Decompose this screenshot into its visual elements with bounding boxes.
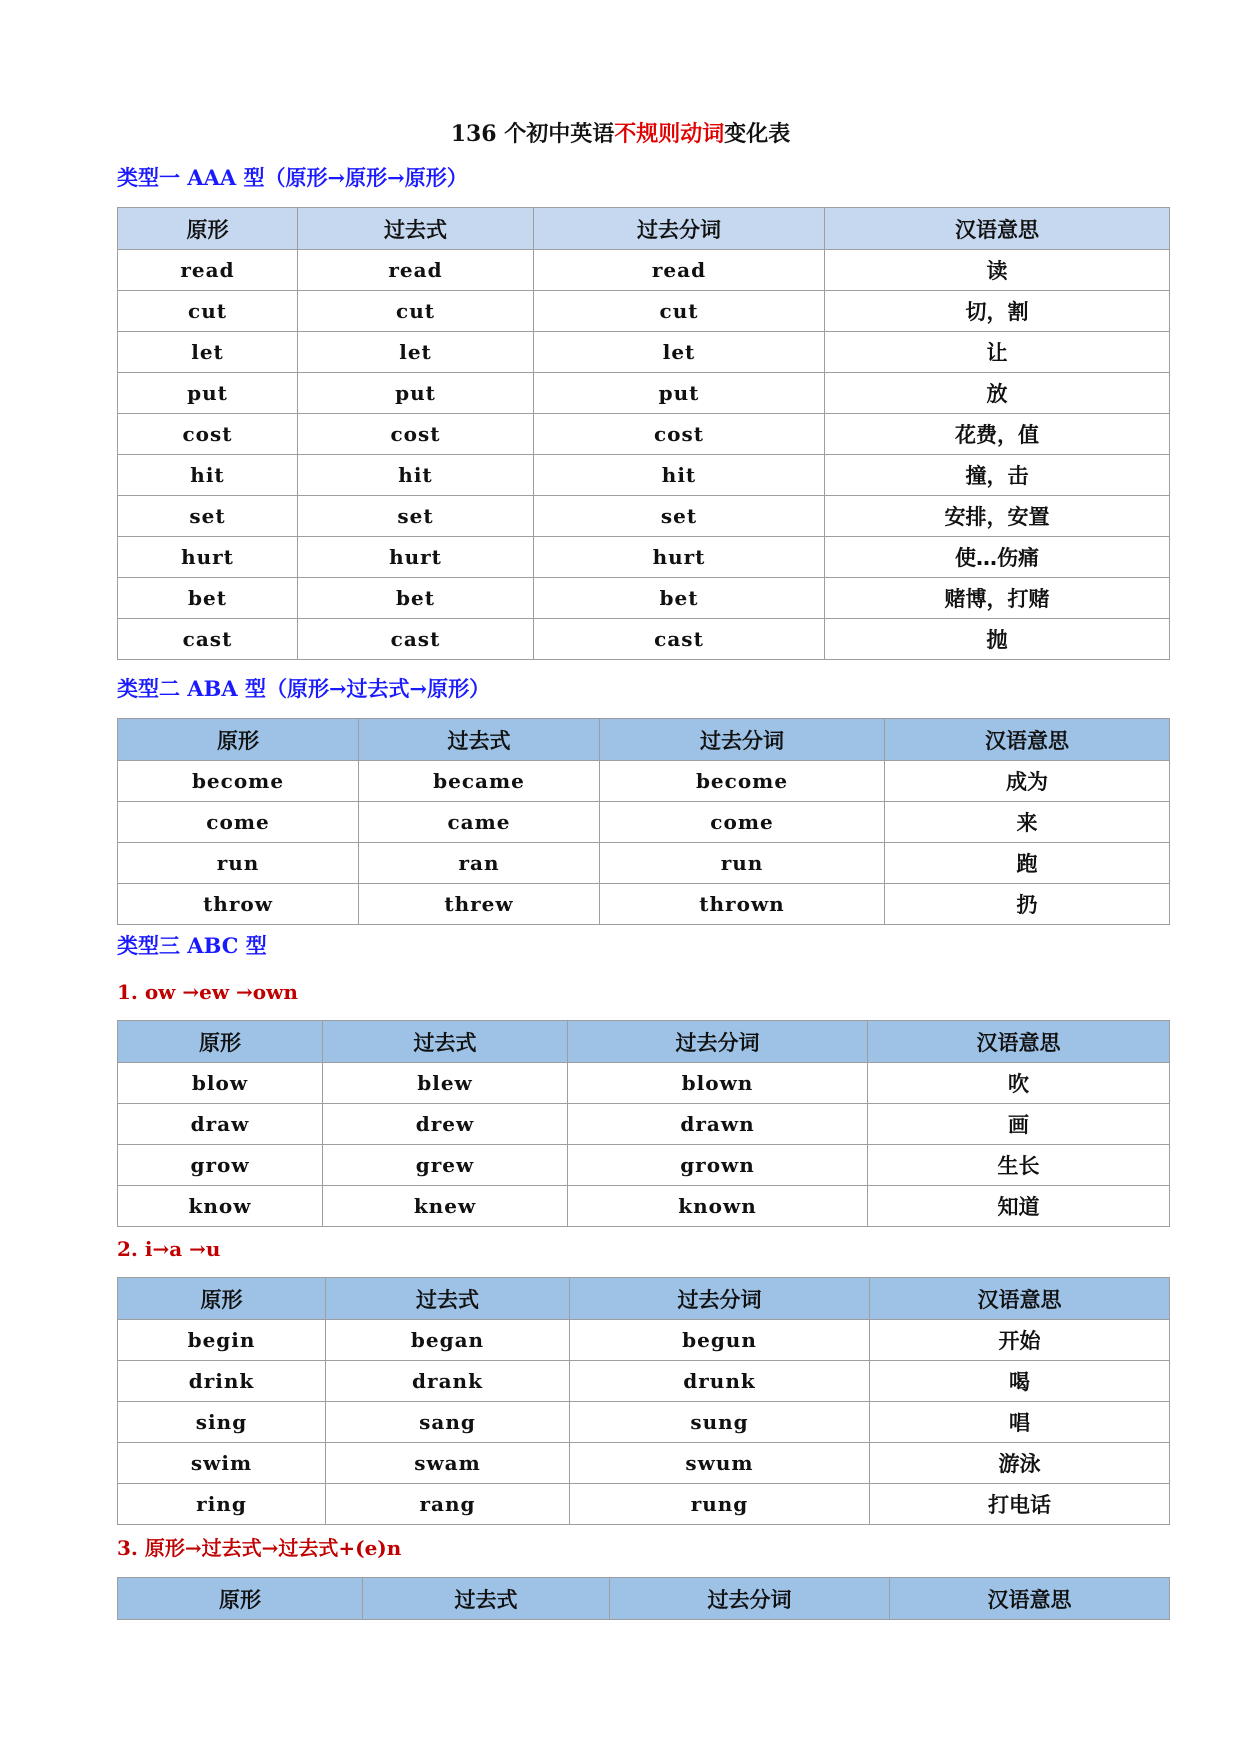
table-row xyxy=(118,1320,1170,1361)
table-row xyxy=(118,1186,1170,1227)
cell-past-tense: came xyxy=(359,802,600,843)
cell-meaning: 切，割 xyxy=(825,291,1170,332)
cell-base-form: come xyxy=(118,802,359,843)
table-aaa xyxy=(117,207,1170,660)
cell-base-form: hurt xyxy=(118,537,298,578)
header-base-form: 原形 xyxy=(118,1021,323,1063)
cell-past-participle: cost xyxy=(534,414,825,455)
cell-past-participle: read xyxy=(534,250,825,291)
table-header-row xyxy=(118,1278,1170,1320)
cell-past-tense: bet xyxy=(298,578,534,619)
cell-meaning: 安排，安置 xyxy=(825,496,1170,537)
cell-past-tense: began xyxy=(326,1320,570,1361)
cell-base-form: put xyxy=(118,373,298,414)
cell-base-form: cut xyxy=(118,291,298,332)
table-past-en xyxy=(117,1577,1170,1620)
table-header-row xyxy=(118,208,1170,250)
cell-past-participle: cast xyxy=(534,619,825,660)
cell-meaning: 开始 xyxy=(870,1320,1170,1361)
cell-meaning: 吹 xyxy=(868,1063,1170,1104)
table-row xyxy=(118,496,1170,537)
cell-meaning: 喝 xyxy=(870,1361,1170,1402)
header-past-participle: 过去分词 xyxy=(610,1578,890,1620)
cell-base-form: read xyxy=(118,250,298,291)
header-past-participle: 过去分词 xyxy=(534,208,825,250)
header-base-form: 原形 xyxy=(118,719,359,761)
cell-past-tense: cost xyxy=(298,414,534,455)
table-row xyxy=(118,1443,1170,1484)
header-past-tense: 过去式 xyxy=(298,208,534,250)
table-i-a-u xyxy=(117,1277,1170,1525)
cell-past-participle: rung xyxy=(570,1484,870,1525)
cell-past-tense: rang xyxy=(326,1484,570,1525)
cell-meaning: 跑 xyxy=(885,843,1170,884)
title-highlight: 不规则动词 xyxy=(614,121,725,147)
cell-past-participle: bet xyxy=(534,578,825,619)
cell-past-participle: drawn xyxy=(568,1104,868,1145)
cell-meaning: 扔 xyxy=(885,884,1170,925)
header-base-form: 原形 xyxy=(118,1278,326,1320)
cell-meaning: 使…伤痛 xyxy=(825,537,1170,578)
table-row xyxy=(118,1145,1170,1186)
cell-past-participle: hit xyxy=(534,455,825,496)
cell-base-form: cost xyxy=(118,414,298,455)
table-row xyxy=(118,843,1170,884)
table-row xyxy=(118,802,1170,843)
cell-past-participle: cut xyxy=(534,291,825,332)
header-base-form: 原形 xyxy=(118,1578,363,1620)
cell-meaning: 游泳 xyxy=(870,1443,1170,1484)
header-past-tense: 过去式 xyxy=(323,1021,568,1063)
cell-meaning: 成为 xyxy=(885,761,1170,802)
cell-past-tense: ran xyxy=(359,843,600,884)
cell-base-form: draw xyxy=(118,1104,323,1145)
table-row xyxy=(118,761,1170,802)
cell-past-tense: drew xyxy=(323,1104,568,1145)
cell-past-tense: grew xyxy=(323,1145,568,1186)
section-heading-abc: 类型三 ABC 型 xyxy=(117,933,267,958)
cell-past-tense: let xyxy=(298,332,534,373)
cell-meaning: 打电话 xyxy=(870,1484,1170,1525)
table-header-row xyxy=(118,719,1170,761)
title-suffix: 变化表 xyxy=(724,121,791,147)
cell-base-form: begin xyxy=(118,1320,326,1361)
header-meaning: 汉语意思 xyxy=(825,208,1170,250)
header-meaning: 汉语意思 xyxy=(885,719,1170,761)
cell-meaning: 读 xyxy=(825,250,1170,291)
cell-base-form: set xyxy=(118,496,298,537)
cell-past-tense: sang xyxy=(326,1402,570,1443)
cell-past-tense: read xyxy=(298,250,534,291)
subsection-heading-ow: 1. ow →ew →own xyxy=(117,980,298,1004)
cell-meaning: 画 xyxy=(868,1104,1170,1145)
table-row xyxy=(118,455,1170,496)
cell-past-participle: come xyxy=(600,802,885,843)
cell-past-participle: blown xyxy=(568,1063,868,1104)
cell-meaning: 放 xyxy=(825,373,1170,414)
cell-past-tense: blew xyxy=(323,1063,568,1104)
page-title xyxy=(0,118,1241,150)
table-aba xyxy=(117,718,1170,925)
cell-meaning: 赌博，打赌 xyxy=(825,578,1170,619)
cell-base-form: swim xyxy=(118,1443,326,1484)
cell-base-form: know xyxy=(118,1186,323,1227)
cell-past-tense: hurt xyxy=(298,537,534,578)
table-body xyxy=(118,1063,1170,1227)
table-body xyxy=(118,1320,1170,1525)
header-past-participle: 过去分词 xyxy=(570,1278,870,1320)
cell-past-participle: grown xyxy=(568,1145,868,1186)
cell-past-participle: known xyxy=(568,1186,868,1227)
header-meaning: 汉语意思 xyxy=(870,1278,1170,1320)
table-ow-ew-own xyxy=(117,1020,1170,1227)
header-past-participle: 过去分词 xyxy=(568,1021,868,1063)
table-row xyxy=(118,332,1170,373)
header-past-tense: 过去式 xyxy=(363,1578,610,1620)
cell-past-tense: put xyxy=(298,373,534,414)
cell-past-participle: thrown xyxy=(600,884,885,925)
cell-base-form: hit xyxy=(118,455,298,496)
table-row xyxy=(118,884,1170,925)
table-row xyxy=(118,537,1170,578)
cell-past-tense: cut xyxy=(298,291,534,332)
cell-meaning: 让 xyxy=(825,332,1170,373)
subsection-heading-i-a-u: 2. i→a →u xyxy=(117,1237,221,1261)
cell-meaning: 花费，值 xyxy=(825,414,1170,455)
cell-past-participle: hurt xyxy=(534,537,825,578)
cell-base-form: grow xyxy=(118,1145,323,1186)
table-header-row xyxy=(118,1578,1170,1620)
cell-past-tense: threw xyxy=(359,884,600,925)
cell-past-participle: set xyxy=(534,496,825,537)
table-row xyxy=(118,1484,1170,1525)
section-heading-aaa: 类型一 AAA 型（原形→原形→原形） xyxy=(117,165,468,190)
cell-past-participle: let xyxy=(534,332,825,373)
cell-meaning: 知道 xyxy=(868,1186,1170,1227)
table-row xyxy=(118,619,1170,660)
cell-past-tense: became xyxy=(359,761,600,802)
table-row xyxy=(118,291,1170,332)
cell-past-participle: put xyxy=(534,373,825,414)
cell-meaning: 抛 xyxy=(825,619,1170,660)
table-body xyxy=(118,250,1170,660)
cell-base-form: bet xyxy=(118,578,298,619)
subsection-heading-past-en: 3. 原形→过去式→过去式+(e)n xyxy=(117,1536,402,1560)
cell-past-tense: swam xyxy=(326,1443,570,1484)
cell-past-participle: begun xyxy=(570,1320,870,1361)
cell-base-form: sing xyxy=(118,1402,326,1443)
header-past-participle: 过去分词 xyxy=(600,719,885,761)
cell-past-tense: hit xyxy=(298,455,534,496)
header-meaning: 汉语意思 xyxy=(868,1021,1170,1063)
header-base-form: 原形 xyxy=(118,208,298,250)
table-row xyxy=(118,250,1170,291)
cell-base-form: ring xyxy=(118,1484,326,1525)
cell-base-form: become xyxy=(118,761,359,802)
table-row xyxy=(118,578,1170,619)
cell-base-form: blow xyxy=(118,1063,323,1104)
table-row xyxy=(118,1063,1170,1104)
cell-meaning: 撞，击 xyxy=(825,455,1170,496)
cell-past-participle: drunk xyxy=(570,1361,870,1402)
cell-base-form: throw xyxy=(118,884,359,925)
cell-past-participle: swum xyxy=(570,1443,870,1484)
header-meaning: 汉语意思 xyxy=(890,1578,1170,1620)
cell-meaning: 来 xyxy=(885,802,1170,843)
table-header-row xyxy=(118,1021,1170,1063)
cell-base-form: drink xyxy=(118,1361,326,1402)
cell-base-form: cast xyxy=(118,619,298,660)
table-row xyxy=(118,1402,1170,1443)
cell-base-form: run xyxy=(118,843,359,884)
table-row xyxy=(118,1361,1170,1402)
header-past-tense: 过去式 xyxy=(326,1278,570,1320)
cell-past-participle: sung xyxy=(570,1402,870,1443)
title-prefix: 136 个初中英语 xyxy=(450,121,615,147)
cell-meaning: 唱 xyxy=(870,1402,1170,1443)
header-past-tense: 过去式 xyxy=(359,719,600,761)
cell-past-tense: drank xyxy=(326,1361,570,1402)
cell-past-tense: knew xyxy=(323,1186,568,1227)
table-row xyxy=(118,414,1170,455)
table-row xyxy=(118,373,1170,414)
table-row xyxy=(118,1104,1170,1145)
cell-past-participle: run xyxy=(600,843,885,884)
table-body xyxy=(118,761,1170,925)
cell-past-participle: become xyxy=(600,761,885,802)
cell-base-form: let xyxy=(118,332,298,373)
cell-past-tense: cast xyxy=(298,619,534,660)
cell-meaning: 生长 xyxy=(868,1145,1170,1186)
cell-past-tense: set xyxy=(298,496,534,537)
section-heading-aba: 类型二 ABA 型（原形→过去式→原形） xyxy=(117,676,491,701)
